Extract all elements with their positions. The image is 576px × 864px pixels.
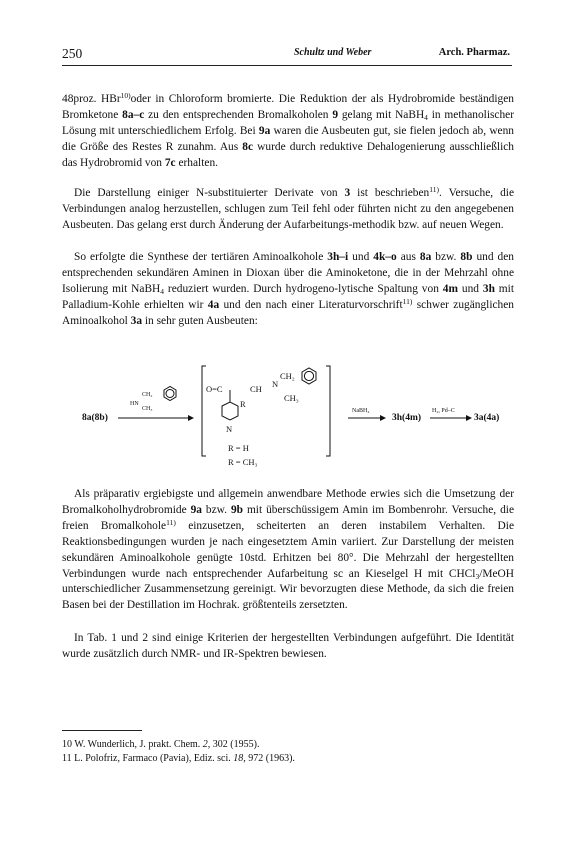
ch2-right-label: CH₂ xyxy=(280,371,295,381)
paragraph-1: 48proz. HBr$^{10)}$oder in Chloroform bromierte. Die Reduktion der als Hydrobromide beständigen Bromketone 8a–c zu den entsprechenden Bromalkoholen 9 gelang mit NaBH$_4$ in methanolischer Lösung mit unterschiedlichem Erfolg. Bei 9a waren die Ausbeuten gut, sie fielen jedoch ab, wenn die Größe des Restes R zunahm. Aus 8c wurde durch reduktive Dehalogenierung ausschließlich das Hydrobromid von 7c erhalten. xyxy=(62,91,515,169)
reaction-scheme xyxy=(80,360,500,480)
carbonyl-label: O=C xyxy=(206,384,223,394)
ch3-left-label: CH₃ xyxy=(142,406,153,412)
hn-label: HN xyxy=(130,401,139,407)
paragraph-3: So erfolgte die Synthese der tertiären Aminoalkohole 3h–i und 4k–o aus 8a bzw. 8b und den entsprechenden sekundären Aminen in Dioxan über die Aminoketone, die in der Mehrzahl ohne Isolierung mit NaBH$_4$ reduziert wurden. Durch hydrogeno-lytische Spaltung von 4m und 3h mit Palladium-Kohle erhielten wir 4a und den nach einer Literaturvorschrift$^{11)}$ schwer zugänglichen Aminoalkohol 3a in sehr guten Ausbeuten: xyxy=(62,251,514,327)
bracket-left xyxy=(202,366,206,456)
arrowhead-2 xyxy=(380,415,386,421)
paragraph-2: Die Darstellung einiger N-substituierter Derivate von 3 ist beschrieben$^{11)}$. Versuche, die Verbindungen analog herzustellen, schlugen zum Teil fehl oder führten nicht zu den angegebenen Ausbeuten. Das gelang erst durch Änderung der Aufarbeitungs-methodik bzw. auf neuen Wegen. xyxy=(62,185,514,231)
nabh4-reagent-label: NaBH₄ xyxy=(352,408,370,414)
footnote-11: 11 L. Polofriz, Farmaco (Pavia), Ediz. sci. 18, 972 (1963). xyxy=(62,753,295,764)
aromatic-circle-intermediate xyxy=(304,371,313,380)
footnote-10: 10 W. Wunderlich, J. prakt. Chem. 2, 302 (1955). xyxy=(62,739,260,750)
product-2-label: 3a(4a) xyxy=(474,413,500,423)
running-header xyxy=(62,46,510,64)
header-journal: Arch. Pharmaz. xyxy=(438,47,510,58)
r-equals-ch3-label: R = CH₃ xyxy=(228,457,258,467)
ch-label: CH xyxy=(250,384,262,394)
pyridine-ring xyxy=(222,402,238,420)
arrowhead-1 xyxy=(188,415,194,421)
footnote-rule xyxy=(62,730,142,731)
header-authors: Schultz und Weber xyxy=(294,47,372,58)
ch2-left-label: CH₂ xyxy=(142,392,153,398)
starting-material-label: 8a(8b) xyxy=(82,413,108,423)
aromatic-circle-reagent xyxy=(166,390,174,398)
amine-n-label: N xyxy=(272,379,279,389)
bracket-right xyxy=(326,366,330,456)
arrowhead-3 xyxy=(466,415,472,421)
pyridine-n-label: N xyxy=(226,424,233,434)
ch3-right-label: CH₃ xyxy=(284,393,299,403)
r-equals-h-label: R = H xyxy=(228,443,249,453)
paragraph-4: Als präparativ ergiebigste und allgemein anwendbare Methode erwies sich die Umsetzung der Bromalkoholhydrobromide 9a bzw. 9b mit überschüssigem Amin im Bombenrohr. Versuche, die freien Bromalkohole$^{11)}$ einzusetzen, scheiterten an deren instabilem Verhalten. Die Reaktionsbedingungen wurden je nach eingesetztem Amin variiert. Zur Darstellung der meisten sekundären Aminoalkohole genügte 10std. Erhitzen bei 80°. Die Mehrzahl der hergestellten Verbindungen wurde nach entsprechender Aufarbeitung sc an Kieselgel H mit CHCl$_3$/MeOH unterschiedlicher Zusammensetzung gereinigt. Wir bevorzugten diese Methode, da sich die freien Basen bei der Destillation im Hochrak. größtenteils zersetzten. xyxy=(62,488,515,612)
header-rule xyxy=(62,65,512,66)
paragraph-5: In Tab. 1 und 2 sind einige Kriterien der hergestellten Verbindungen aufgeführt. Die Identität wurde zusätzlich durch NMR- und IR-Spektren bewiesen. xyxy=(62,632,514,660)
hydrogenation-reagent-label: H₂, Pd–C xyxy=(432,408,455,414)
ring-r-label: R xyxy=(240,399,246,409)
product-1-label: 3h(4m) xyxy=(392,413,422,423)
page-number: 250 xyxy=(62,46,83,61)
